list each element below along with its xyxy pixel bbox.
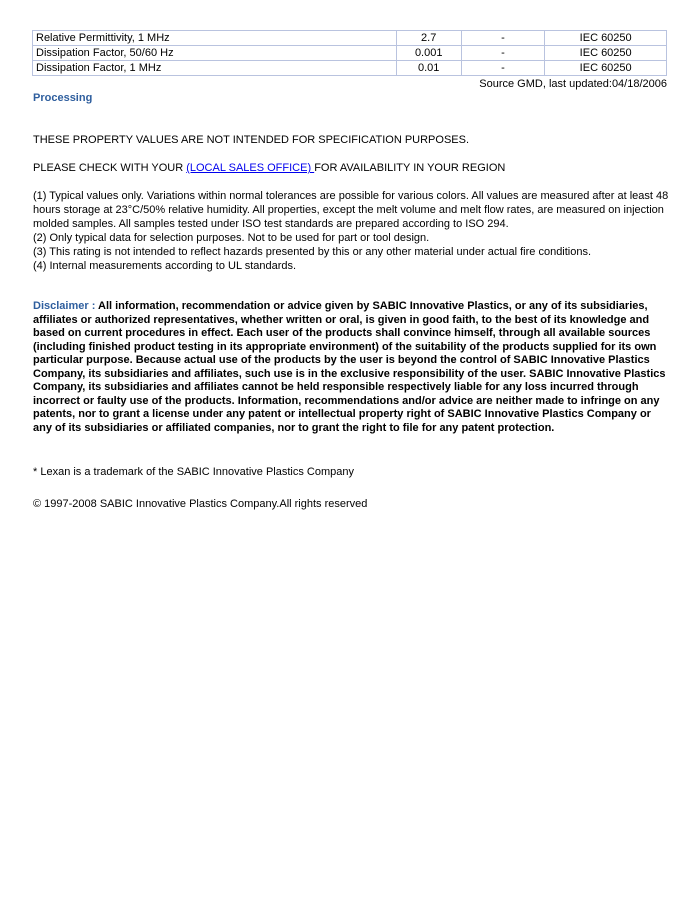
property-unit: - (461, 31, 545, 46)
disclaimer-label: Disclaimer : (33, 300, 99, 312)
footnote: (3) This rating is not intended to reflect hazards presented by this or any other material under actual fire conditions. (33, 246, 592, 258)
region-notice (33, 162, 505, 174)
region-notice-suffix: FOR AVAILABILITY IN YOUR REGION (314, 162, 506, 174)
property-standard: IEC 60250 (545, 31, 667, 46)
copyright: © 1997-2008 SABIC Innovative Plastics Company.All rights reserved (33, 498, 368, 510)
table-row (33, 46, 667, 61)
table-row (33, 61, 667, 76)
footnote: (1) Typical values only. Variations within normal tolerances are possible for various colors. All values are measured after at least 48 hours storage at 23°C/50% relative humidity. All properties, except the melt volume and melt flow rates, are measured on injection molded samples. All samples tested under ISO test standards are prepared according to ISO 294. (33, 190, 669, 230)
property-standard: IEC 60250 (545, 61, 667, 76)
region-notice-prefix: PLEASE CHECK WITH YOUR (33, 162, 187, 174)
property-standard: IEC 60250 (545, 46, 667, 61)
trademark-note: * Lexan is a trademark of the SABIC Innovative Plastics Company (33, 466, 354, 478)
disclaimer (33, 300, 669, 435)
property-name: Relative Permittivity, 1 MHz (33, 31, 397, 46)
property-value: 0.01 (396, 61, 461, 76)
property-unit: - (461, 61, 545, 76)
footnote: (4) Internal measurements according to UL standards. (33, 260, 297, 272)
property-unit: - (461, 46, 545, 61)
property-name: Dissipation Factor, 1 MHz (33, 61, 397, 76)
disclaimer-text: All information, recommendation or advice given by SABIC Innovative Plastics, or any of its subsidiaries, affiliates or authorized representatives, whether written or oral, is given in good faith, to the best of its knowledge and based on current procedures in effect. Each user of the products shall convince himself, through all available sources (including finished product testing in its appropriate environment) of the suitability of the products supplied for its own particular purpose. Because actual use of the products by the user is beyond the control of SABIC Innovative Plastics Company, its subsidiaries and affiliates, such use is in the exclusive responsibility of the user. SABIC Innovative Plastics Company, its subsidiaries and affiliates cannot be held responsible respectively liable for any loss incurred through incorrect or faulty use of the products. Information, recommendations and/or advice are neither made to infringe on any patents, nor to grant a license under any patent or intellectual property right of SABIC Innovative Plastics Company or any of its subsidiaries or affiliated companies, nor to grant the right to file for any patent protection. (33, 300, 666, 434)
processing-heading: Processing (33, 92, 93, 104)
property-value: 0.001 (396, 46, 461, 61)
spec-notice: THESE PROPERTY VALUES ARE NOT INTENDED FOR SPECIFICATION PURPOSES. (33, 134, 470, 146)
source-text: Source GMD, last updated:04/18/2006 (479, 78, 667, 90)
local-sales-office-link[interactable]: (LOCAL SALES OFFICE) (186, 162, 315, 174)
properties-table (32, 30, 667, 76)
table-row (33, 31, 667, 46)
footnotes (33, 189, 673, 273)
property-value: 2.7 (396, 31, 461, 46)
footnote: (2) Only typical data for selection purposes. Not to be used for part or tool design. (33, 232, 430, 244)
property-name: Dissipation Factor, 50/60 Hz (33, 46, 397, 61)
